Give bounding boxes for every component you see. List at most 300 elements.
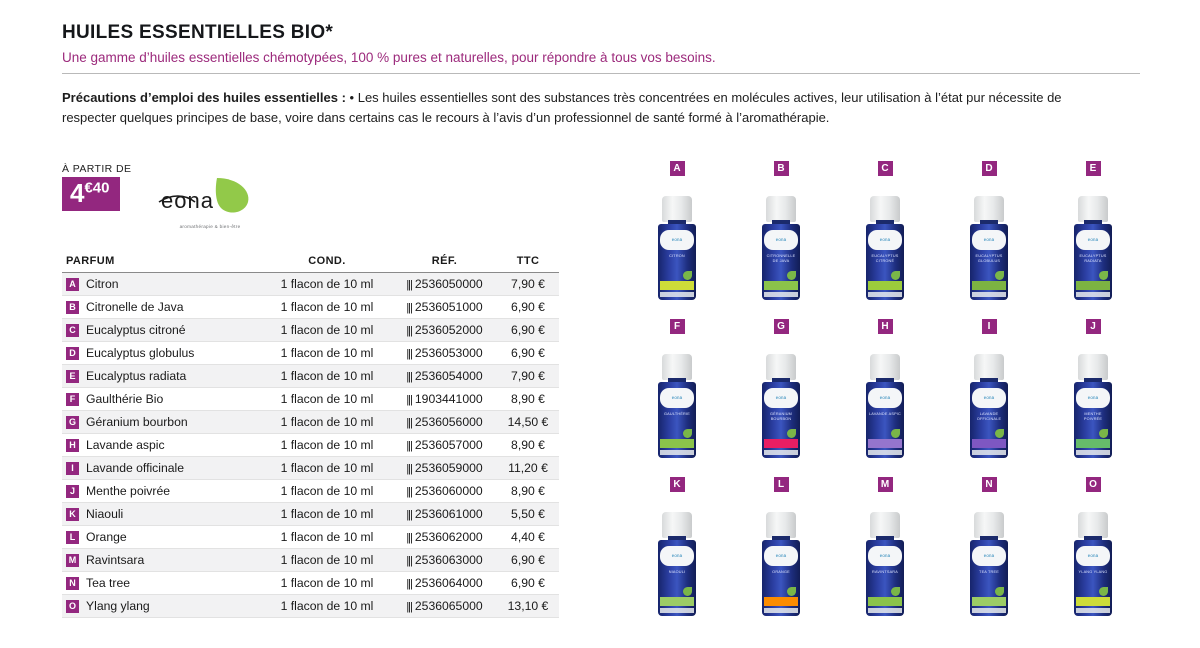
product-cell bbox=[833, 158, 937, 300]
bottle-bottom-strip bbox=[868, 292, 902, 297]
bottle-bottom-strip bbox=[764, 608, 798, 613]
barcode-icon: ||| bbox=[406, 417, 412, 429]
bottle-product-label: RAVINTSARA bbox=[872, 570, 898, 574]
row-badge: F bbox=[66, 393, 79, 406]
bottle-body bbox=[658, 540, 696, 616]
cell-ref bbox=[392, 526, 497, 549]
bottle-bottom-strip bbox=[868, 608, 902, 613]
essential-oil-bottle bbox=[865, 354, 905, 458]
bio-leaf-icon bbox=[683, 429, 692, 438]
bottle-bottom-strip bbox=[1076, 608, 1110, 613]
bottle-brand-text: eona bbox=[879, 237, 891, 242]
table-body bbox=[62, 273, 559, 618]
cell-parfum bbox=[62, 503, 262, 526]
cell-parfum bbox=[62, 549, 262, 572]
bio-leaf-icon bbox=[1099, 271, 1108, 280]
cell-parfum bbox=[62, 595, 262, 618]
cell-ref bbox=[392, 388, 497, 411]
bottle-body bbox=[1074, 540, 1112, 616]
product-name: Citron bbox=[86, 277, 119, 291]
product-badge: C bbox=[878, 161, 893, 176]
bottle-brand-label bbox=[1076, 388, 1110, 408]
price-cents: €40 bbox=[84, 179, 110, 197]
bottle-body bbox=[658, 382, 696, 458]
bottle-product-label: EUCALYPTUS GLOBULUS bbox=[975, 254, 1003, 263]
bottle-cap bbox=[1078, 512, 1108, 538]
bottle-cap bbox=[766, 512, 796, 538]
price-amount: 4 bbox=[70, 178, 85, 208]
barcode-icon: ||| bbox=[406, 578, 412, 590]
bottle-product-label: ORANGE bbox=[772, 570, 790, 574]
product-cell bbox=[625, 158, 729, 300]
ref-value: 2536059000 bbox=[414, 461, 483, 475]
product-cell bbox=[937, 316, 1041, 458]
cell-ttc: 6,90 € bbox=[497, 296, 559, 319]
cell-ttc: 11,20 € bbox=[497, 457, 559, 480]
bio-leaf-icon bbox=[995, 271, 1004, 280]
cell-cond: 1 flacon de 10 ml bbox=[262, 319, 392, 342]
bottle-bottom-strip bbox=[972, 292, 1006, 297]
ref-value: 2536051000 bbox=[414, 300, 483, 314]
ref-value: 2536061000 bbox=[414, 507, 483, 521]
cell-ttc: 14,50 € bbox=[497, 411, 559, 434]
barcode-icon: ||| bbox=[406, 509, 412, 521]
table-row bbox=[62, 549, 559, 572]
bottle-product-label: GAULTHÉRIE bbox=[664, 412, 690, 416]
product-name: Ravintsara bbox=[86, 553, 145, 567]
essential-oil-bottle bbox=[1073, 354, 1113, 458]
cell-cond: 1 flacon de 10 ml bbox=[262, 572, 392, 595]
bottle-product-label: CITRON bbox=[669, 254, 685, 258]
bottle-brand-text: eona bbox=[775, 237, 787, 242]
essential-oil-bottle bbox=[657, 512, 697, 616]
barcode-icon: ||| bbox=[406, 601, 412, 613]
bottle-image bbox=[729, 504, 833, 616]
bottle-brand-text: eona bbox=[983, 237, 995, 242]
table-row bbox=[62, 457, 559, 480]
col-ttc: TTC bbox=[497, 252, 559, 273]
bottle-brand-label bbox=[1076, 230, 1110, 250]
table-row bbox=[62, 526, 559, 549]
row-badge: H bbox=[66, 439, 79, 452]
table-row bbox=[62, 319, 559, 342]
bottle-color-band bbox=[972, 597, 1006, 606]
product-cell bbox=[625, 316, 729, 458]
product-badge: G bbox=[774, 319, 789, 334]
cell-ttc: 7,90 € bbox=[497, 273, 559, 296]
product-row bbox=[625, 316, 1170, 474]
bottle-image bbox=[729, 188, 833, 300]
bottle-cap bbox=[974, 354, 1004, 380]
bottle-bottom-strip bbox=[660, 450, 694, 455]
product-name: Tea tree bbox=[86, 576, 131, 590]
product-grid bbox=[625, 158, 1170, 632]
cell-ref bbox=[392, 434, 497, 457]
bio-leaf-icon bbox=[1099, 429, 1108, 438]
product-cell bbox=[625, 474, 729, 616]
barcode-icon: ||| bbox=[406, 440, 412, 452]
cell-ttc: 7,90 € bbox=[497, 365, 559, 388]
product-name: Eucalyptus citroné bbox=[86, 323, 186, 337]
essential-oil-bottle bbox=[969, 354, 1009, 458]
bottle-bottom-strip bbox=[1076, 450, 1110, 455]
bio-leaf-icon bbox=[891, 271, 900, 280]
bottle-body bbox=[970, 382, 1008, 458]
barcode-icon: ||| bbox=[406, 325, 412, 337]
ref-value: 1903441000 bbox=[414, 392, 483, 406]
barcode-icon: ||| bbox=[406, 463, 412, 475]
barcode-icon: ||| bbox=[406, 555, 412, 567]
precautions-paragraph bbox=[62, 88, 1107, 128]
bottle-cap bbox=[870, 512, 900, 538]
bottle-product-label: GÉRANIUM BOURBON bbox=[769, 412, 793, 421]
bottle-body bbox=[1074, 224, 1112, 300]
product-name: Niaouli bbox=[86, 507, 124, 521]
essential-oil-bottle bbox=[761, 512, 801, 616]
bottle-color-band bbox=[868, 439, 902, 448]
bottle-cap bbox=[974, 512, 1004, 538]
bio-leaf-icon bbox=[1099, 587, 1108, 596]
cell-ttc: 8,90 € bbox=[497, 388, 559, 411]
row-badge: J bbox=[66, 485, 79, 498]
bottle-image bbox=[625, 504, 729, 616]
bottle-body bbox=[866, 382, 904, 458]
essential-oil-bottle bbox=[865, 512, 905, 616]
product-badge: E bbox=[1086, 161, 1101, 176]
barcode-icon: ||| bbox=[406, 279, 412, 291]
cell-ttc: 5,50 € bbox=[497, 503, 559, 526]
cell-parfum bbox=[62, 457, 262, 480]
bottle-image bbox=[937, 504, 1041, 616]
cell-ttc: 6,90 € bbox=[497, 572, 559, 595]
ref-value: 2536064000 bbox=[414, 576, 483, 590]
bottle-brand-label bbox=[972, 546, 1006, 566]
cell-cond: 1 flacon de 10 ml bbox=[262, 503, 392, 526]
product-badge: A bbox=[670, 161, 685, 176]
cell-cond: 1 flacon de 10 ml bbox=[262, 480, 392, 503]
bottle-image bbox=[1041, 504, 1145, 616]
bottle-cap bbox=[870, 354, 900, 380]
row-badge: K bbox=[66, 508, 79, 521]
essential-oil-bottle bbox=[761, 354, 801, 458]
bottle-brand-label bbox=[764, 546, 798, 566]
bottle-brand-label bbox=[1076, 546, 1110, 566]
table-row bbox=[62, 342, 559, 365]
bottle-color-band bbox=[972, 439, 1006, 448]
essential-oil-bottle bbox=[657, 354, 697, 458]
bottle-bottom-strip bbox=[660, 292, 694, 297]
page-header bbox=[62, 22, 1140, 74]
bottle-brand-label bbox=[868, 388, 902, 408]
cell-cond: 1 flacon de 10 ml bbox=[262, 273, 392, 296]
bottle-brand-text: eona bbox=[1087, 395, 1099, 400]
header-divider bbox=[62, 73, 1140, 74]
table-row bbox=[62, 411, 559, 434]
cell-ref bbox=[392, 457, 497, 480]
cell-parfum bbox=[62, 526, 262, 549]
bottle-cap bbox=[662, 512, 692, 538]
product-name: Gaulthérie Bio bbox=[86, 392, 164, 406]
bottle-body bbox=[762, 382, 800, 458]
bottle-brand-label bbox=[972, 230, 1006, 250]
cell-ttc: 8,90 € bbox=[497, 434, 559, 457]
precautions-text: • Les huiles essentielles sont des substances très concentrées en molécules actives, leur utilisation à l’état pur nécessite de respecter quelques principes de base, voire dans certains cas le recours à l’avis d’un professionnel de santé formé à l’aromathérapie. bbox=[62, 90, 1062, 126]
cell-ref bbox=[392, 572, 497, 595]
bottle-image bbox=[833, 346, 937, 458]
bottle-brand-text: eona bbox=[775, 395, 787, 400]
eona-logo-icon bbox=[155, 176, 265, 222]
product-row bbox=[625, 474, 1170, 632]
ref-value: 2536054000 bbox=[414, 369, 483, 383]
bottle-brand-text: eona bbox=[1087, 553, 1099, 558]
bottle-image bbox=[937, 346, 1041, 458]
bottle-cap bbox=[662, 196, 692, 222]
cell-ref bbox=[392, 503, 497, 526]
bottle-product-label: EUCALYPTUS CITRONÉ bbox=[871, 254, 899, 263]
col-parfum: PARFUM bbox=[62, 252, 262, 273]
bottle-product-label: TEA TREE bbox=[979, 570, 999, 574]
cell-ttc: 6,90 € bbox=[497, 319, 559, 342]
col-cond: COND. bbox=[262, 252, 392, 273]
product-badge: N bbox=[982, 477, 997, 492]
essential-oil-bottle bbox=[1073, 196, 1113, 300]
ref-value: 2536060000 bbox=[414, 484, 483, 498]
bottle-body bbox=[1074, 382, 1112, 458]
product-cell bbox=[1041, 158, 1145, 300]
bio-leaf-icon bbox=[683, 587, 692, 596]
bottle-product-label: NIAOULI bbox=[668, 570, 686, 574]
cell-parfum bbox=[62, 273, 262, 296]
bottle-color-band bbox=[868, 597, 902, 606]
table-row bbox=[62, 572, 559, 595]
bottle-product-label: LAVANDE ASPIC bbox=[869, 412, 902, 416]
product-badge: I bbox=[982, 319, 997, 334]
product-badge: M bbox=[878, 477, 893, 492]
product-cell bbox=[729, 474, 833, 616]
bio-leaf-icon bbox=[683, 271, 692, 280]
product-cell bbox=[1041, 474, 1145, 616]
bottle-brand-text: eona bbox=[671, 553, 683, 558]
bottle-body bbox=[762, 540, 800, 616]
bottle-image bbox=[729, 346, 833, 458]
cell-cond: 1 flacon de 10 ml bbox=[262, 296, 392, 319]
product-badge: K bbox=[670, 477, 685, 492]
row-badge: I bbox=[66, 462, 79, 475]
ref-value: 2536065000 bbox=[414, 599, 483, 613]
bottle-product-label: YLANG YLANG bbox=[1078, 570, 1108, 574]
price-badge bbox=[62, 177, 120, 211]
bottle-brand-label bbox=[660, 230, 694, 250]
row-badge: E bbox=[66, 370, 79, 383]
bottle-cap bbox=[974, 196, 1004, 222]
product-name: Lavande officinale bbox=[86, 461, 185, 475]
table-row bbox=[62, 273, 559, 296]
bottle-color-band bbox=[764, 281, 798, 290]
product-name: Ylang ylang bbox=[86, 599, 150, 613]
bottle-body bbox=[970, 224, 1008, 300]
bottle-image bbox=[937, 188, 1041, 300]
product-badge: J bbox=[1086, 319, 1101, 334]
bottle-color-band bbox=[1076, 281, 1110, 290]
row-badge: O bbox=[66, 600, 79, 613]
table-row bbox=[62, 480, 559, 503]
table-header-row bbox=[62, 252, 559, 273]
bio-leaf-icon bbox=[787, 271, 796, 280]
barcode-icon: ||| bbox=[406, 371, 412, 383]
ref-value: 2536062000 bbox=[414, 530, 483, 544]
bottle-image bbox=[833, 188, 937, 300]
cell-ttc: 4,40 € bbox=[497, 526, 559, 549]
cell-cond: 1 flacon de 10 ml bbox=[262, 388, 392, 411]
bottle-bottom-strip bbox=[764, 292, 798, 297]
essential-oil-bottle bbox=[865, 196, 905, 300]
cell-ref bbox=[392, 411, 497, 434]
bottle-color-band bbox=[1076, 439, 1110, 448]
bottle-brand-text: eona bbox=[983, 553, 995, 558]
cell-ref bbox=[392, 365, 497, 388]
cell-ref bbox=[392, 273, 497, 296]
bottle-brand-label bbox=[868, 546, 902, 566]
table-row bbox=[62, 365, 559, 388]
product-name: Citronelle de Java bbox=[86, 300, 184, 314]
table-row bbox=[62, 434, 559, 457]
cell-cond: 1 flacon de 10 ml bbox=[262, 411, 392, 434]
bottle-image bbox=[1041, 346, 1145, 458]
cell-ref bbox=[392, 342, 497, 365]
col-ref: RÉF. bbox=[392, 252, 497, 273]
product-name: Géranium bourbon bbox=[86, 415, 188, 429]
bottle-brand-label bbox=[660, 388, 694, 408]
bottle-product-label: CITRONNELLE DE JAVA bbox=[766, 254, 796, 263]
bottle-body bbox=[866, 224, 904, 300]
product-name: Lavande aspic bbox=[86, 438, 165, 452]
bio-leaf-icon bbox=[787, 587, 796, 596]
bottle-image bbox=[1041, 188, 1145, 300]
ref-value: 2536057000 bbox=[414, 438, 483, 452]
cell-ttc: 6,90 € bbox=[497, 342, 559, 365]
product-badge: B bbox=[774, 161, 789, 176]
product-cell bbox=[729, 316, 833, 458]
cell-cond: 1 flacon de 10 ml bbox=[262, 342, 392, 365]
bottle-color-band bbox=[660, 281, 694, 290]
bottle-color-band bbox=[972, 281, 1006, 290]
cell-ref bbox=[392, 549, 497, 572]
cell-parfum bbox=[62, 365, 262, 388]
bottle-bottom-strip bbox=[972, 608, 1006, 613]
bottle-cap bbox=[766, 196, 796, 222]
bio-leaf-icon bbox=[995, 587, 1004, 596]
row-badge: G bbox=[66, 416, 79, 429]
bottle-brand-text: eona bbox=[671, 395, 683, 400]
essential-oil-bottle bbox=[761, 196, 801, 300]
product-badge: H bbox=[878, 319, 893, 334]
product-name: Menthe poivrée bbox=[86, 484, 171, 498]
bottle-cap bbox=[662, 354, 692, 380]
bottle-body bbox=[970, 540, 1008, 616]
bottle-brand-label bbox=[764, 230, 798, 250]
cell-parfum bbox=[62, 411, 262, 434]
cell-parfum bbox=[62, 388, 262, 411]
bottle-product-label: LAVANDE OFFICINALE bbox=[976, 412, 1002, 421]
brand-logo bbox=[155, 176, 265, 238]
cell-ref bbox=[392, 480, 497, 503]
cell-ttc: 8,90 € bbox=[497, 480, 559, 503]
product-badge: D bbox=[982, 161, 997, 176]
bottle-brand-text: eona bbox=[1087, 237, 1099, 242]
product-badge: F bbox=[670, 319, 685, 334]
cell-parfum bbox=[62, 319, 262, 342]
bottle-color-band bbox=[764, 597, 798, 606]
bottle-image bbox=[833, 504, 937, 616]
barcode-icon: ||| bbox=[406, 348, 412, 360]
cell-ref bbox=[392, 595, 497, 618]
row-badge: B bbox=[66, 301, 79, 314]
table-row bbox=[62, 388, 559, 411]
product-cell bbox=[833, 316, 937, 458]
row-badge: M bbox=[66, 554, 79, 567]
row-badge: N bbox=[66, 577, 79, 590]
price-block bbox=[62, 163, 131, 211]
product-cell bbox=[937, 474, 1041, 616]
precautions-lead: Précautions d’emploi des huiles essentielles : bbox=[62, 90, 346, 105]
essential-oil-bottle bbox=[969, 512, 1009, 616]
bottle-body bbox=[658, 224, 696, 300]
cell-cond: 1 flacon de 10 ml bbox=[262, 595, 392, 618]
page-subtitle: Une gamme d’huiles essentielles chémotypées, 100 % pures et naturelles, pour répondre à tous vos besoins. bbox=[62, 50, 716, 65]
cell-ref bbox=[392, 319, 497, 342]
cell-ttc: 13,10 € bbox=[497, 595, 559, 618]
essential-oil-bottle bbox=[1073, 512, 1113, 616]
cell-cond: 1 flacon de 10 ml bbox=[262, 526, 392, 549]
bottle-cap bbox=[870, 196, 900, 222]
bottle-color-band bbox=[660, 439, 694, 448]
ref-value: 2536056000 bbox=[414, 415, 483, 429]
cell-cond: 1 flacon de 10 ml bbox=[262, 365, 392, 388]
barcode-icon: ||| bbox=[406, 486, 412, 498]
essential-oil-bottle bbox=[969, 196, 1009, 300]
bottle-image bbox=[625, 346, 729, 458]
bottle-brand-text: eona bbox=[879, 553, 891, 558]
ref-value: 2536050000 bbox=[414, 277, 483, 291]
product-name: Eucalyptus globulus bbox=[86, 346, 195, 360]
cell-cond: 1 flacon de 10 ml bbox=[262, 434, 392, 457]
products-table bbox=[62, 252, 559, 618]
product-cell bbox=[729, 158, 833, 300]
bottle-brand-label bbox=[868, 230, 902, 250]
table-row bbox=[62, 503, 559, 526]
ref-value: 2536052000 bbox=[414, 323, 483, 337]
bottle-bottom-strip bbox=[764, 450, 798, 455]
table-row bbox=[62, 595, 559, 618]
product-name: Orange bbox=[86, 530, 127, 544]
bottle-brand-text: eona bbox=[775, 553, 787, 558]
brand-tagline: aromathérapie & bien-être bbox=[179, 224, 241, 229]
product-cell bbox=[1041, 316, 1145, 458]
cell-parfum bbox=[62, 572, 262, 595]
essential-oil-bottle bbox=[657, 196, 697, 300]
price-from-label: À PARTIR DE bbox=[62, 163, 132, 175]
bottle-bottom-strip bbox=[1076, 292, 1110, 297]
bottle-brand-label bbox=[972, 388, 1006, 408]
bottle-brand-label bbox=[660, 546, 694, 566]
bottle-cap bbox=[766, 354, 796, 380]
bottle-brand-label bbox=[764, 388, 798, 408]
table-row bbox=[62, 296, 559, 319]
bottle-bottom-strip bbox=[972, 450, 1006, 455]
row-badge: L bbox=[66, 531, 79, 544]
bottle-color-band bbox=[1076, 597, 1110, 606]
bottle-cap bbox=[1078, 354, 1108, 380]
